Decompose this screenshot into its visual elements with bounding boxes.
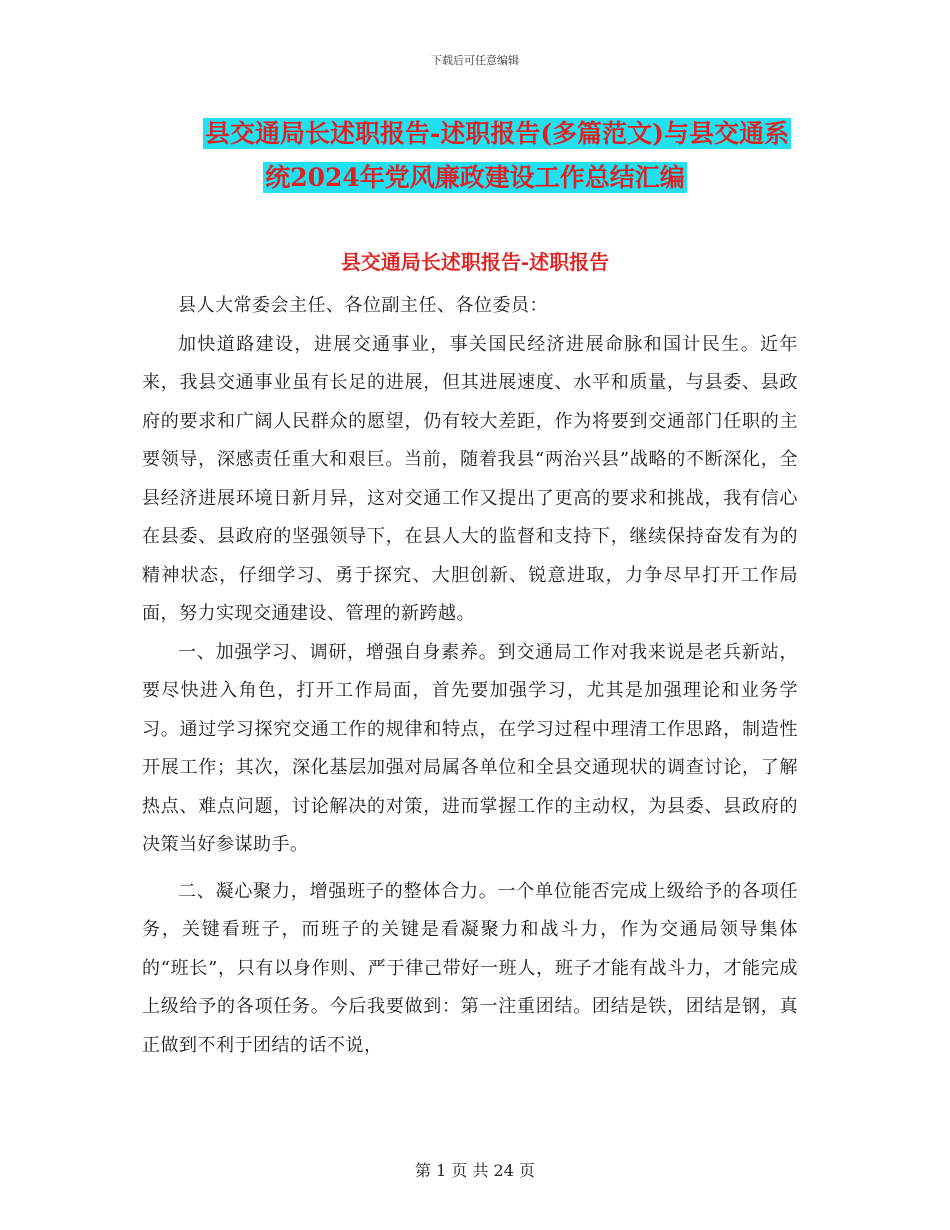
paragraph-intro: 加快道路建设，进展交通事业，事关国民经济进展命脉和国计民生。近年来，我县交通事业虽有长足的进展，但其进展速度、水平和质量，与县委、县政府的要求和广阔人民群众的愿望，仍有较大差距，作为将要到交通部门任职的主要领导，深感责任重大和艰巨。当前，随着我县“两治兴县”战略的不断深化，全县经济进展环境日新月异，这对交通工作又提出了更高的要求和挑战，我有信心在县委、县政府的坚强领导下，在县人大的监督和支持下，继续保持奋发有为的精神状态，仔细学习、勇于探究、大胆创新、锐意进取，力争尽早打开工作局面，努力实现交通建设、管理的新跨越。 xyxy=(142,333,798,624)
document-body xyxy=(142,287,798,1065)
section-title: 县交通局长述职报告-述职报告 xyxy=(340,250,610,274)
page-number: 第 1 页 共 24 页 xyxy=(415,1161,535,1180)
document-title-line-1 xyxy=(0,112,950,156)
paragraph-point-2: 二、凝心聚力，增强班子的整体合力。一个单位能否完成上级给予的各项任务，关键看班子，而班子的关键是看凝聚力和战斗力，作为交通局领导集体的“班长”，只有以身作则、严于律己带好一班人，班子才能有战斗力，才能完成上级给予的各项任务。今后我要做到：第一注重团结。团结是铁，团结是钢，真正做到不利于团结的话不说， xyxy=(142,880,798,1056)
title-highlight-2: 统2024年党风廉政建设工作总结汇编 xyxy=(265,163,685,192)
page-header-note: 下载后可任意编辑 xyxy=(431,54,519,67)
paragraph-salutation: 县人大常委会主任、各位副主任、各位委员： xyxy=(178,295,548,316)
paragraph-point-1: 一、加强学习、调研，增强自身素养。到交通局工作对我来说是老兵新站，要尽快进入角色，打开工作局面，首先要加强学习，尤其是加强理论和业务学习。通过学习探究交通工作的规律和特点，在学习过程中理清工作思路，制造性开展工作；其次，深化基层加强对局属各单位和全县交通现状的调查讨论，了解热点、难点问题，讨论解决的对策，进而掌握工作的主动权，为县委、县政府的决策当好参谋助手。 xyxy=(142,641,798,855)
title-highlight-1: 县交通局长述职报告-述职报告(多篇范文)与县交通系 xyxy=(204,119,790,148)
document-title-line-2 xyxy=(0,156,950,200)
document-title xyxy=(0,112,950,200)
